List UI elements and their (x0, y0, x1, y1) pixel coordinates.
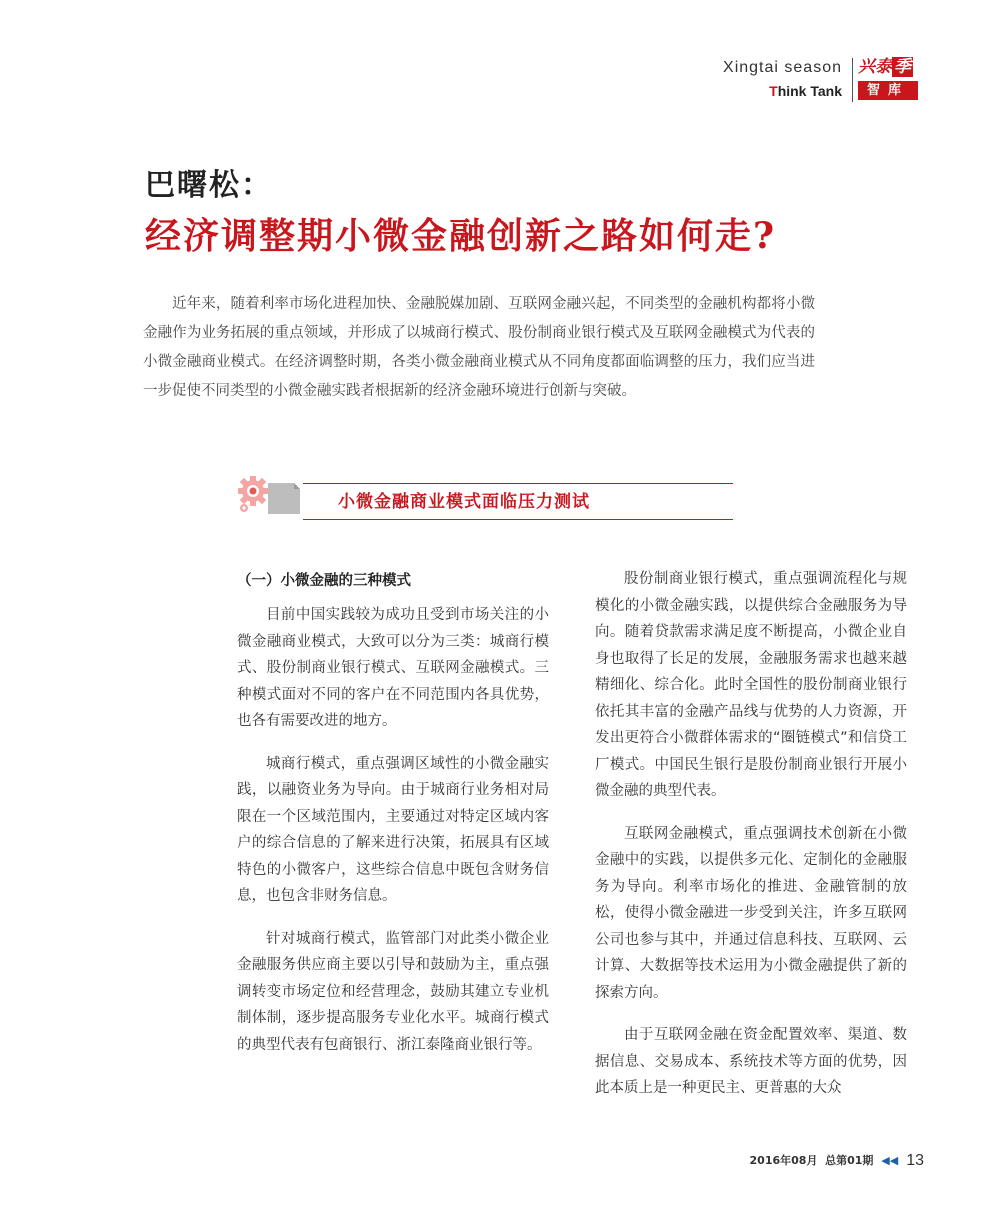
paragraph: 由于互联网金融在资金配置效率、渠道、数据信息、交易成本、系统技术等方面的优势，因此本质上是一种更民主、更普惠的大众 (595, 1027, 907, 1096)
paragraph: 城商行模式，重点强调区域性的小微金融实践，以融资业务为导向。由于城商行业务相对局限在一个区域范围内，主要通过对特定区域内客户的综合信息的了解来进行决策，拓展具有区域特色的小微客户，这些综合信息中既包含财务信息，也包含非财务信息。 (237, 755, 549, 904)
paragraph: 互联网金融模式，重点强调技术创新在小微金融中的实践，以提供多元化、定制化的金融服务为导向。利率市场化的推进、金融管制的放松，使得小微金融进一步受到关注，许多互联网公司也参与其中，并通过信息科技、互联网、云计算、大数据等技术运用为小微金融提供了新的探索方向。 (595, 825, 907, 1001)
brand-english-name: Xingtai season (723, 59, 842, 76)
paragraph: 目前中国实践较为成功且受到市场关注的小微金融商业模式，大致可以分为三类：城商行模式、股份制商业银行模式、互联网金融模式。三种模式面对不同的客户在不同范围内各具优势，也各有需要改进的地方。 (237, 607, 549, 729)
brand-zhiku-badge: 智库 (858, 81, 918, 100)
brand-logo (858, 56, 918, 78)
body-left-column (237, 566, 549, 1074)
brand-english (723, 58, 842, 102)
brand-logo-season: 季 (894, 57, 911, 77)
paragraph: 股份制商业银行模式，重点强调流程化与规模化的小微金融实践，以提供综合金融服务为导向。随着贷款需求满足度不断提高，小微企业自身也取得了长足的发展，金融服务需求也越来越精细化、综合化。此时全国性的股份制商业银行依托其丰富的金融产品线与优势的人力资源，开发出更符合小微群体需求的“圈链模式”和信贷工厂模式。中国民生银行是股份制商业银行开展小微金融的典型代表。 (595, 571, 907, 799)
brand-think-tank-rest: hink Tank (777, 83, 842, 99)
page-number: 13 (906, 1152, 924, 1169)
brand-think-tank-initial: T (769, 83, 778, 99)
double-left-arrow-icon: ◀◀ (881, 1154, 899, 1167)
gear-icon (236, 474, 270, 514)
brand-logo-main: 兴泰 (858, 57, 892, 77)
brand-chinese (858, 56, 918, 100)
body-right-column (595, 566, 907, 1118)
article-author: 巴曙松： (145, 168, 273, 203)
subheading: （一）小微金融的三种模式 (237, 573, 411, 589)
article-title: 经济调整期小微金融创新之路如何走? (145, 215, 777, 257)
issue-date: 2016年08月 (749, 1154, 818, 1167)
brand-think-tank (723, 80, 842, 102)
paragraph: 针对城商行模式，监管部门对此类小微企业金融服务供应商主要以引导和鼓励为主，重点强调转变市场定位和经营理念，鼓励其建立专业机制体制，逐步提高服务专业化水平。城商行模式的典型代表有包商银行、浙江泰隆商业银行等。 (237, 930, 549, 1053)
section-rule-bottom (303, 519, 733, 520)
issue-number: 总第01期 (825, 1154, 874, 1167)
section-title: 小微金融商业模式面临压力测试 (338, 492, 590, 512)
page-footer (750, 1152, 924, 1170)
tab-flag-icon (268, 480, 302, 518)
brand-divider (852, 58, 853, 102)
section-rule-top (303, 483, 733, 484)
article-abstract: 近年来，随着利率市场化进程加快、金融脱媒加剧、互联网金融兴起，不同类型的金融机构都将小微金融作为业务拓展的重点领域，并形成了以城商行模式、股份制商业银行模式及互联网金融模式为代表的小微金融商业模式。在经济调整时期，各类小微金融商业模式从不同角度都面临调整的压力，我们应当进一步促使不同类型的小微金融实践者根据新的经济金融环境进行创新与突破。 (143, 296, 815, 399)
